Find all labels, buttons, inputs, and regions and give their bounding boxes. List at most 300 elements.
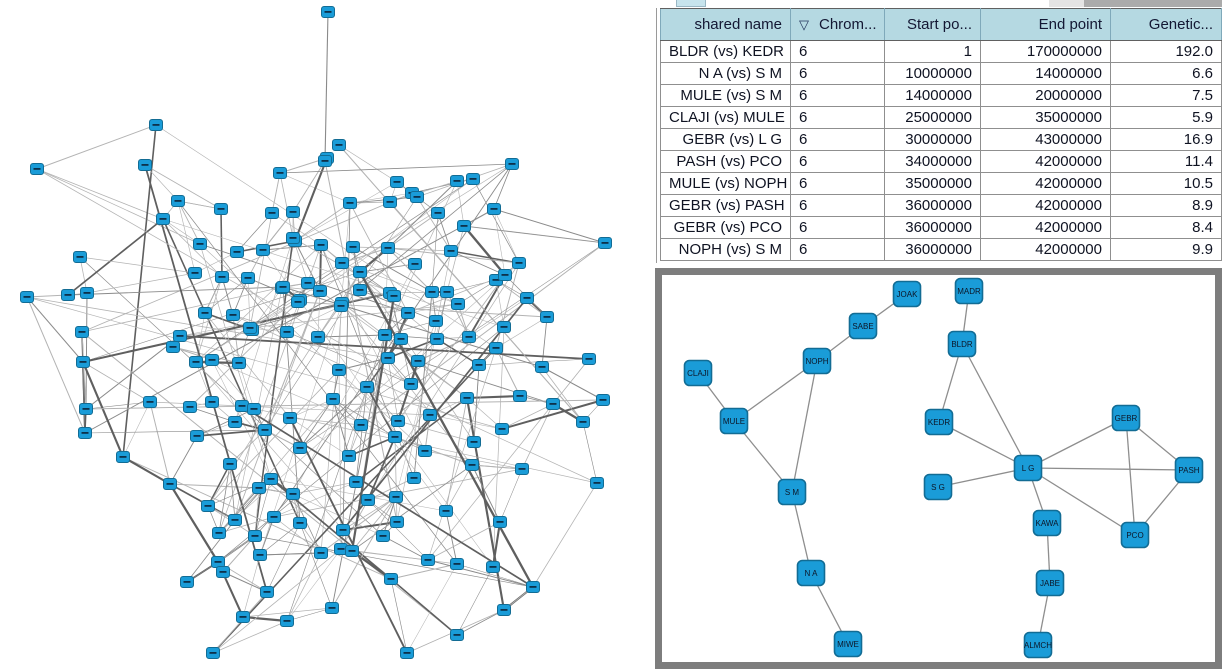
node-label-smudge: [602, 242, 609, 244]
network-edge[interactable]: [295, 182, 397, 241]
node-label-smudge: [524, 297, 531, 299]
node-label-smudge: [287, 417, 294, 419]
node-label-smudge: [340, 529, 347, 531]
subnetwork-node-label: JABE: [1039, 579, 1061, 588]
table-cell: 42000000: [981, 195, 1111, 217]
node-label-smudge: [414, 196, 421, 198]
node-label-smudge: [422, 450, 429, 452]
network-edge[interactable]: [339, 145, 397, 182]
table-cell: 42000000: [981, 239, 1111, 261]
table-cell: 10.5: [1111, 173, 1222, 195]
node-label-smudge: [455, 303, 462, 305]
node-label-smudge: [544, 316, 551, 318]
node-label-smudge: [194, 435, 201, 437]
subnetwork-node-label: MULE: [722, 417, 746, 426]
network-edge[interactable]: [500, 469, 522, 522]
node-label-smudge: [425, 559, 432, 561]
node-label-smudge: [280, 286, 287, 288]
node-label-smudge: [218, 208, 225, 210]
subnetwork-node[interactable]: [1015, 456, 1042, 481]
node-label-smudge: [77, 256, 84, 258]
node-label-smudge: [325, 11, 332, 13]
filter-funnel-icon[interactable]: ▽: [799, 17, 809, 32]
node-label-smudge: [240, 616, 247, 618]
subnetwork-node-label: MIWE: [837, 640, 859, 649]
node-label-smudge: [24, 296, 31, 298]
table-cell: 6: [791, 63, 885, 85]
table-cell: 35000000: [981, 107, 1111, 129]
subnetwork-node[interactable]: [721, 409, 748, 434]
table-row[interactable]: [661, 173, 1222, 195]
node-label-smudge: [497, 521, 504, 523]
table-cell: 6: [791, 217, 885, 239]
network-edge[interactable]: [464, 226, 605, 243]
table-cell: N A (vs) S M: [661, 63, 791, 85]
table-cell: 170000000: [981, 41, 1111, 63]
node-label-smudge: [153, 124, 160, 126]
network-edge[interactable]: [280, 164, 512, 173]
subnetwork-node-label: L G: [1021, 464, 1035, 473]
node-label-smudge: [336, 369, 343, 371]
node-label-smudge: [433, 320, 440, 322]
subnetwork-node-label: ALMCH: [1023, 641, 1053, 650]
network-edge[interactable]: [213, 621, 287, 653]
column-header-label: Start po...: [906, 16, 972, 33]
network-edge[interactable]: [390, 202, 583, 422]
node-label-smudge: [305, 282, 312, 284]
table-cell: BLDR (vs) KEDR: [661, 41, 791, 63]
table-cell: 6: [791, 151, 885, 173]
network-edge[interactable]: [163, 219, 504, 327]
subnetwork-node[interactable]: [779, 480, 806, 505]
node-label-smudge: [394, 181, 401, 183]
node-label-smudge: [434, 338, 441, 340]
table-cell: 30000000: [885, 129, 981, 151]
table-cell: MULE (vs) S M: [661, 85, 791, 107]
node-label-smudge: [290, 211, 297, 213]
table-row[interactable]: [661, 63, 1222, 85]
node-label-smudge: [330, 398, 337, 400]
subnetwork-node-label: CLAJI: [687, 369, 709, 378]
node-label-smudge: [245, 277, 252, 279]
subnetwork-node[interactable]: [1037, 571, 1064, 596]
table-row[interactable]: [661, 129, 1222, 151]
network-edge[interactable]: [391, 579, 457, 635]
table-cell: CLAJI (vs) MULE: [661, 107, 791, 129]
subnetwork-node-label: N A: [804, 569, 818, 578]
node-label-smudge: [318, 552, 325, 554]
table-cell: 6: [791, 107, 885, 129]
table-cell: 36000000: [885, 239, 981, 261]
node-label-smudge: [411, 477, 418, 479]
node-label-smudge: [580, 421, 587, 423]
table-cell: MULE (vs) NOPH: [661, 173, 791, 195]
node-label-smudge: [160, 218, 167, 220]
network-edge[interactable]: [170, 436, 197, 484]
column-header-start-po---[interactable]: [885, 9, 981, 41]
network-edge[interactable]: [417, 164, 512, 197]
table-row[interactable]: [661, 107, 1222, 129]
node-label-smudge: [454, 563, 461, 565]
subnetwork-node[interactable]: [925, 475, 952, 500]
table-cell: 6: [791, 239, 885, 261]
network-edge[interactable]: [325, 12, 328, 161]
node-label-smudge: [65, 294, 72, 296]
subnetwork-node[interactable]: [1034, 511, 1061, 536]
node-label-smudge: [192, 272, 199, 274]
node-label-smudge: [315, 336, 322, 338]
node-label-smudge: [364, 386, 371, 388]
node-label-smudge: [476, 364, 483, 366]
node-label-smudge: [380, 535, 387, 537]
network-edge[interactable]: [457, 610, 504, 635]
node-label-smudge: [205, 505, 212, 507]
node-label-smudge: [471, 441, 478, 443]
network-edge[interactable]: [451, 251, 505, 275]
subnetwork-node-label: PCO: [1126, 531, 1144, 540]
subnetwork-node-label: S G: [931, 483, 945, 492]
table-cell: 192.0: [1111, 41, 1222, 63]
node-label-smudge: [82, 432, 89, 434]
node-label-smudge: [339, 262, 346, 264]
table-cell: 6: [791, 195, 885, 217]
panel-divider: [656, 8, 657, 263]
network-edge[interactable]: [213, 549, 341, 653]
network-edge[interactable]: [221, 209, 222, 277]
node-label-smudge: [392, 436, 399, 438]
node-label-smudge: [252, 535, 259, 537]
subnetwork-node[interactable]: [956, 279, 983, 304]
node-label-smudge: [215, 561, 222, 563]
table-cell: 11.4: [1111, 151, 1222, 173]
table-row[interactable]: [661, 151, 1222, 173]
node-label-smudge: [197, 243, 204, 245]
node-label-smudge: [464, 397, 471, 399]
subnetwork-node[interactable]: [1176, 458, 1203, 483]
node-label-smudge: [385, 247, 392, 249]
node-label-smudge: [357, 271, 364, 273]
node-label-smudge: [385, 357, 392, 359]
subnetwork-edge[interactable]: [1028, 468, 1189, 470]
node-label-smudge: [405, 312, 412, 314]
network-edge[interactable]: [295, 158, 327, 241]
node-label-smudge: [470, 178, 477, 180]
node-label-smudge: [357, 289, 364, 291]
subnetwork-node-label: MADR: [957, 287, 981, 296]
node-label-smudge: [594, 482, 601, 484]
subnetwork-node[interactable]: [685, 361, 712, 386]
node-label-smudge: [175, 200, 182, 202]
node-label-smudge: [297, 447, 304, 449]
node-label-smudge: [444, 291, 451, 293]
node-label-smudge: [220, 571, 227, 573]
subnetwork-node-label: KAWA: [1035, 519, 1059, 528]
node-label-smudge: [491, 208, 498, 210]
node-label-smudge: [284, 620, 291, 622]
subnetwork-node[interactable]: [804, 349, 831, 374]
network-edge[interactable]: [542, 367, 603, 400]
table-row[interactable]: [661, 239, 1222, 261]
node-label-smudge: [454, 634, 461, 636]
node-label-smudge: [120, 456, 127, 458]
node-label-smudge: [382, 334, 389, 336]
subnetwork-edge[interactable]: [1028, 418, 1126, 468]
node-label-smudge: [239, 405, 246, 407]
network-edge[interactable]: [446, 511, 457, 564]
node-label-smudge: [84, 292, 91, 294]
table-cell: 8.9: [1111, 195, 1222, 217]
column-header-chrom---[interactable]: [791, 9, 885, 41]
edge-attribute-table-panel: [656, 0, 1222, 263]
node-label-smudge: [391, 295, 398, 297]
table-row[interactable]: [661, 195, 1222, 217]
network-edge[interactable]: [170, 484, 218, 562]
network-edge[interactable]: [533, 483, 597, 587]
node-label-smudge: [443, 510, 450, 512]
subnetwork-node-label: PASH: [1178, 466, 1200, 475]
node-label-smudge: [387, 201, 394, 203]
node-label-smudge: [530, 586, 537, 588]
table-cell: 5.9: [1111, 107, 1222, 129]
node-label-smudge: [269, 212, 276, 214]
table-cell: 42000000: [981, 173, 1111, 195]
node-label-smudge: [448, 250, 455, 252]
node-label-smudge: [34, 168, 41, 170]
table-row[interactable]: [661, 41, 1222, 63]
subnetwork-edge[interactable]: [1126, 418, 1135, 535]
subnetwork-node[interactable]: [894, 282, 921, 307]
node-label-smudge: [257, 554, 264, 556]
node-label-smudge: [193, 361, 200, 363]
network-edge[interactable]: [280, 173, 293, 238]
network-edge[interactable]: [496, 280, 504, 327]
node-label-smudge: [539, 366, 546, 368]
node-label-smudge: [79, 331, 86, 333]
table-cell: 10000000: [885, 63, 981, 85]
node-label-smudge: [187, 406, 194, 408]
node-label-smudge: [398, 338, 405, 340]
subnetwork-node[interactable]: [926, 410, 953, 435]
subnetwork-edge[interactable]: [792, 361, 817, 492]
node-label-smudge: [404, 652, 411, 654]
node-label-smudge: [415, 360, 422, 362]
subnetwork-node[interactable]: [850, 314, 877, 339]
network-edge[interactable]: [467, 396, 520, 398]
subnetwork-node-label: BLDR: [951, 340, 973, 349]
network-edge[interactable]: [583, 422, 597, 483]
node-label-smudge: [338, 548, 345, 550]
node-label-smudge: [493, 347, 500, 349]
column-header-label: Chrom...: [819, 16, 877, 33]
node-label-smudge: [509, 163, 516, 165]
node-label-smudge: [435, 212, 442, 214]
subnetwork-node[interactable]: [1122, 523, 1149, 548]
table-cell: 6: [791, 173, 885, 195]
node-label-smudge: [232, 519, 239, 521]
node-label-smudge: [209, 401, 216, 403]
network-edge[interactable]: [83, 362, 150, 402]
network-edge[interactable]: [178, 201, 200, 244]
column-header-label: Genetic...: [1148, 16, 1213, 33]
network-edge[interactable]: [360, 164, 512, 290]
node-label-smudge: [388, 578, 395, 580]
table-cell: 6.6: [1111, 63, 1222, 85]
scrollbar-track-fragment: [1049, 0, 1084, 7]
node-label-smudge: [290, 237, 297, 239]
tab-fragment[interactable]: [676, 0, 706, 7]
node-label-smudge: [516, 262, 523, 264]
subnetwork-node[interactable]: [1113, 406, 1140, 431]
node-label-smudge: [219, 276, 226, 278]
node-label-smudge: [501, 609, 508, 611]
subnetwork-node[interactable]: [835, 632, 862, 657]
table-cell: 36000000: [885, 195, 981, 217]
node-label-smudge: [502, 274, 509, 276]
node-label-smudge: [202, 312, 209, 314]
table-cell: PASH (vs) PCO: [661, 151, 791, 173]
table-row[interactable]: [661, 217, 1222, 239]
node-label-smudge: [210, 652, 217, 654]
node-label-smudge: [256, 487, 263, 489]
node-label-smudge: [490, 566, 497, 568]
network-edge[interactable]: [428, 560, 533, 587]
node-label-smudge: [295, 301, 302, 303]
node-label-smudge: [209, 359, 216, 361]
node-label-smudge: [297, 522, 304, 524]
node-label-smudge: [277, 172, 284, 174]
node-label-smudge: [184, 581, 191, 583]
table-cell: 1: [885, 41, 981, 63]
network-edge[interactable]: [233, 315, 597, 483]
node-label-smudge: [550, 403, 557, 405]
table-cell: 34000000: [885, 151, 981, 173]
node-label-smudge: [499, 428, 506, 430]
subnetwork-node[interactable]: [949, 332, 976, 357]
node-label-smudge: [338, 305, 345, 307]
node-label-smudge: [353, 481, 360, 483]
network-edge[interactable]: [457, 181, 464, 226]
subnetwork-node-label: NOPH: [805, 357, 829, 366]
network-edge[interactable]: [395, 437, 397, 522]
node-label-smudge: [501, 326, 508, 328]
node-label-smudge: [350, 246, 357, 248]
subnetwork-node[interactable]: [798, 561, 825, 586]
node-label-smudge: [586, 358, 593, 360]
table-cell: 16.9: [1111, 129, 1222, 151]
network-edge[interactable]: [407, 564, 457, 653]
table-cell: 6: [791, 85, 885, 107]
node-label-smudge: [232, 421, 239, 423]
node-label-smudge: [429, 291, 436, 293]
node-label-smudge: [322, 160, 329, 162]
network-edge[interactable]: [472, 465, 500, 522]
network-edge[interactable]: [170, 484, 259, 488]
column-header-genetic---[interactable]: [1111, 9, 1222, 41]
node-label-smudge: [395, 420, 402, 422]
network-edge[interactable]: [123, 457, 170, 484]
table-cell: 20000000: [981, 85, 1111, 107]
node-label-smudge: [317, 290, 324, 292]
network-edge[interactable]: [553, 359, 589, 404]
node-label-smudge: [264, 591, 271, 593]
subnetwork-edge[interactable]: [962, 344, 1028, 468]
subnetwork-node-label: S M: [784, 488, 800, 497]
node-label-smudge: [600, 399, 607, 401]
network-edge[interactable]: [542, 317, 547, 367]
column-header-end-point[interactable]: [981, 9, 1111, 41]
node-label-smudge: [427, 414, 434, 416]
network-edge[interactable]: [464, 226, 505, 275]
node-label-smudge: [247, 327, 254, 329]
subnetwork-view[interactable]: [655, 268, 1222, 669]
subnetwork-node-label: KEDR: [927, 418, 951, 427]
column-header-label: End point: [1038, 16, 1102, 33]
subnetwork-canvas[interactable]: [662, 275, 1215, 662]
scrollbar-thumb-fragment[interactable]: [1084, 0, 1222, 7]
subnetwork-node-label: SABE: [852, 322, 874, 331]
table-cell: 8.4: [1111, 217, 1222, 239]
network-edge[interactable]: [398, 421, 474, 442]
table-cell: 9.9: [1111, 239, 1222, 261]
node-label-smudge: [216, 532, 223, 534]
network-edge[interactable]: [356, 398, 467, 482]
network-edge[interactable]: [150, 402, 170, 484]
node-label-smudge: [408, 383, 415, 385]
attribute-table: [660, 8, 1222, 261]
node-label-smudge: [394, 521, 401, 523]
node-label-smudge: [412, 263, 419, 265]
table-cell: 42000000: [981, 151, 1111, 173]
node-label-smudge: [170, 346, 177, 348]
node-label-smudge: [329, 607, 336, 609]
table-row[interactable]: [661, 85, 1222, 107]
node-label-smudge: [268, 478, 275, 480]
node-label-smudge: [519, 468, 526, 470]
network-edge[interactable]: [494, 209, 605, 243]
node-label-smudge: [147, 401, 154, 403]
node-label-smudge: [230, 314, 237, 316]
node-label-smudge: [142, 164, 149, 166]
subnetwork-node-label: JOAK: [896, 290, 918, 299]
node-label-smudge: [393, 496, 400, 498]
node-label-smudge: [83, 408, 90, 410]
network-edge[interactable]: [37, 169, 163, 219]
network-edge[interactable]: [250, 213, 272, 328]
node-label-smudge: [346, 455, 353, 457]
node-label-smudge: [251, 408, 258, 410]
node-label-smudge: [271, 516, 278, 518]
table-cell: 6: [791, 41, 885, 63]
node-label-smudge: [454, 180, 461, 182]
node-label-smudge: [177, 335, 184, 337]
table-cell: GEBR (vs) PASH: [661, 195, 791, 217]
column-header-shared-name[interactable]: [661, 9, 791, 41]
node-label-smudge: [466, 336, 473, 338]
network-edge[interactable]: [457, 567, 493, 635]
node-label-smudge: [290, 493, 297, 495]
table-cell: 7.5: [1111, 85, 1222, 107]
subnetwork-node[interactable]: [1025, 633, 1052, 658]
table-cell: 35000000: [885, 173, 981, 195]
network-edge[interactable]: [86, 293, 87, 409]
network-edge[interactable]: [27, 297, 83, 362]
node-label-smudge: [318, 244, 325, 246]
network-edge[interactable]: [494, 209, 519, 263]
node-label-smudge: [358, 424, 365, 426]
network-edge[interactable]: [267, 523, 300, 592]
node-label-smudge: [461, 225, 468, 227]
table-cell: 25000000: [885, 107, 981, 129]
